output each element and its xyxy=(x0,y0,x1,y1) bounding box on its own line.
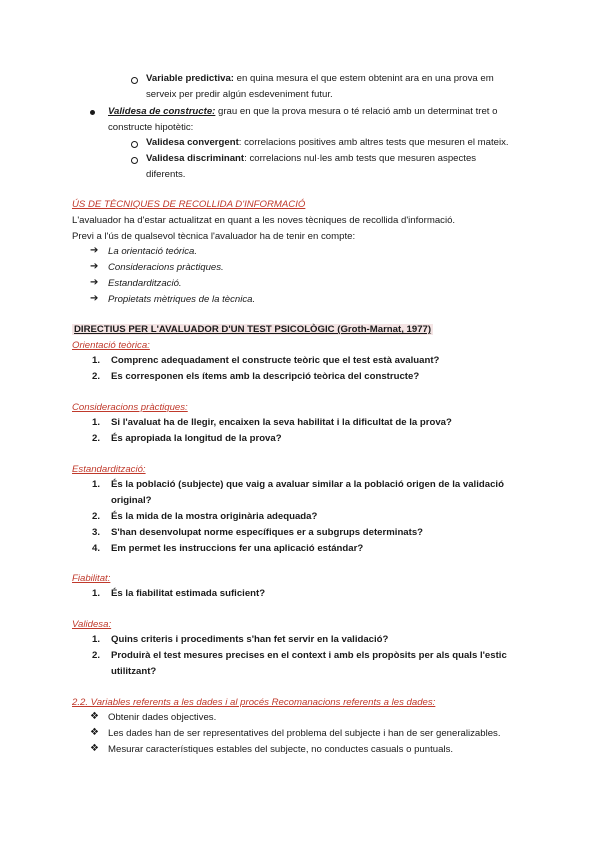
tecnica-item: La orientació teórica. xyxy=(108,246,198,257)
us-tecniques-p1: L'avaluador ha d'estar actualitzat en quant a les noves tècniques de recollida d'informació. xyxy=(72,215,456,226)
estandarditzacio-item-3: S'han desenvolupat norme específiques er a subgrups determinats? xyxy=(111,527,424,538)
variables-item: Les dades han de ser representatives del problema del subjecte i han de ser generalizables. xyxy=(108,728,501,739)
orientacio-title: Orientació teòrica: xyxy=(72,340,150,351)
constructe-line-2: constructe hipotètic: xyxy=(108,122,194,133)
validesa-title: Validesa: xyxy=(72,619,112,630)
diamond-icon: ❖ xyxy=(90,743,99,754)
list-number: 2. xyxy=(91,650,100,661)
discriminant-line-1 xyxy=(146,153,476,165)
arrow-icon: ➔ xyxy=(90,261,99,272)
convergent-text: : correlacions positives amb altres tests que mesuren el mateix. xyxy=(238,137,509,148)
list-number: 1. xyxy=(91,588,100,599)
us-tecniques-p2: Previ a l'ús de qualsevol tècnica l'avaluador ha de tenir en compte: xyxy=(72,231,356,242)
list-number: 1. xyxy=(91,355,100,366)
consideracions-item: És apropiada la longitud de la prova? xyxy=(111,433,282,444)
orientacio-item: Es corresponen els ítems amb la descripció teòrica del constructe? xyxy=(111,371,420,382)
circle-bullet xyxy=(131,157,138,164)
arrow-icon: ➔ xyxy=(90,245,99,256)
fiabilitat-title: Fiabilitat: xyxy=(72,573,111,584)
estandarditzacio-title: Estandardització: xyxy=(72,464,146,475)
list-number: 3. xyxy=(91,527,100,538)
arrow-icon: ➔ xyxy=(90,277,99,288)
orientacio-item: Comprenc adequadament el constructe teòric que el test està avaluant? xyxy=(111,355,440,366)
estandarditzacio-item-1: És la població (subjecte) que vaig a avaluar similar a la població origen de la validació xyxy=(111,479,504,490)
us-tecniques-heading: ÚS DE TÈCNIQUES DE RECOLLIDA D'INFORMACIÓ xyxy=(72,199,306,210)
convergent-label: Validesa convergent xyxy=(146,137,239,148)
list-number: 1. xyxy=(91,479,100,490)
list-number: 1. xyxy=(91,634,100,645)
list-number: 2. xyxy=(91,371,100,382)
discriminant-label: Validesa discriminant xyxy=(146,153,245,164)
estandarditzacio-item-4: Em permet les instruccions fer una aplicació estándar? xyxy=(111,543,364,554)
consideracions-title: Consideracions pràctiques: xyxy=(72,402,188,413)
validesa-item-2-cont: utilitzant? xyxy=(111,666,157,677)
fiabilitat-item: És la fiabilitat estimada suficient? xyxy=(111,588,266,599)
estandarditzacio-item-2: És la mida de la mostra originària adequada? xyxy=(111,511,318,522)
discriminant-text: : correlacions nul·les amb tests que mesuren aspectes xyxy=(244,153,477,164)
validesa-item-1: Quins criteris i procediments s'han fet servir en la validació? xyxy=(111,634,389,645)
variables-item: Mesurar característiques estables del subjecte, no conductes casuals o puntuals. xyxy=(108,744,454,755)
diamond-icon: ❖ xyxy=(90,727,99,738)
variables-heading: 2.2. Variables referents a les dades i al procés Recomanacions referents a les dades: xyxy=(72,697,436,708)
validesa-item-2: Produirà el test mesures precises en el context i amb els propòsits per als quals l'estic xyxy=(111,650,507,661)
tecnica-item: Propietats mètriques de la tècnica. xyxy=(108,294,256,305)
convergent-line xyxy=(146,137,509,149)
discriminant-line-2: diferents. xyxy=(146,169,186,180)
list-number: 2. xyxy=(91,511,100,522)
constructe-text: grau en que la prova mesura o té relació amb un determinat tret o xyxy=(215,106,498,117)
tecnica-item: Estandardització. xyxy=(108,278,182,289)
circle-bullet xyxy=(131,77,138,84)
variables-item: Obtenir dades objectives. xyxy=(108,712,217,723)
estandarditzacio-item-1-cont: original? xyxy=(111,495,152,506)
predictiva-line-2: serveix per predir algún esdeveniment futur. xyxy=(146,89,333,100)
directius-heading: DIRECTIUS PER L'AVALUADOR D'UN TEST PSICOLÒGIC (Groth-Marnat, 1977) xyxy=(74,324,432,335)
predictiva-text: en quina mesura el que estem obtenint ara en una prova em xyxy=(233,73,494,84)
dot-bullet xyxy=(90,110,95,115)
circle-bullet xyxy=(131,141,138,148)
predictiva-line-1 xyxy=(146,73,494,85)
list-number: 4. xyxy=(91,543,100,554)
list-number: 1. xyxy=(91,417,100,428)
arrow-icon: ➔ xyxy=(90,293,99,304)
list-number: 2. xyxy=(91,433,100,444)
diamond-icon: ❖ xyxy=(90,711,99,722)
consideracions-item: Si l'avaluat ha de llegir, encaixen la seva habilitat i la dificultat de la prova? xyxy=(111,417,452,428)
predictiva-label: Variable predictiva: xyxy=(146,73,234,84)
constructe-line-1 xyxy=(108,106,497,118)
constructe-label: Validesa de constructe: xyxy=(108,106,216,117)
tecnica-item: Consideracions pràctiques. xyxy=(108,262,224,273)
